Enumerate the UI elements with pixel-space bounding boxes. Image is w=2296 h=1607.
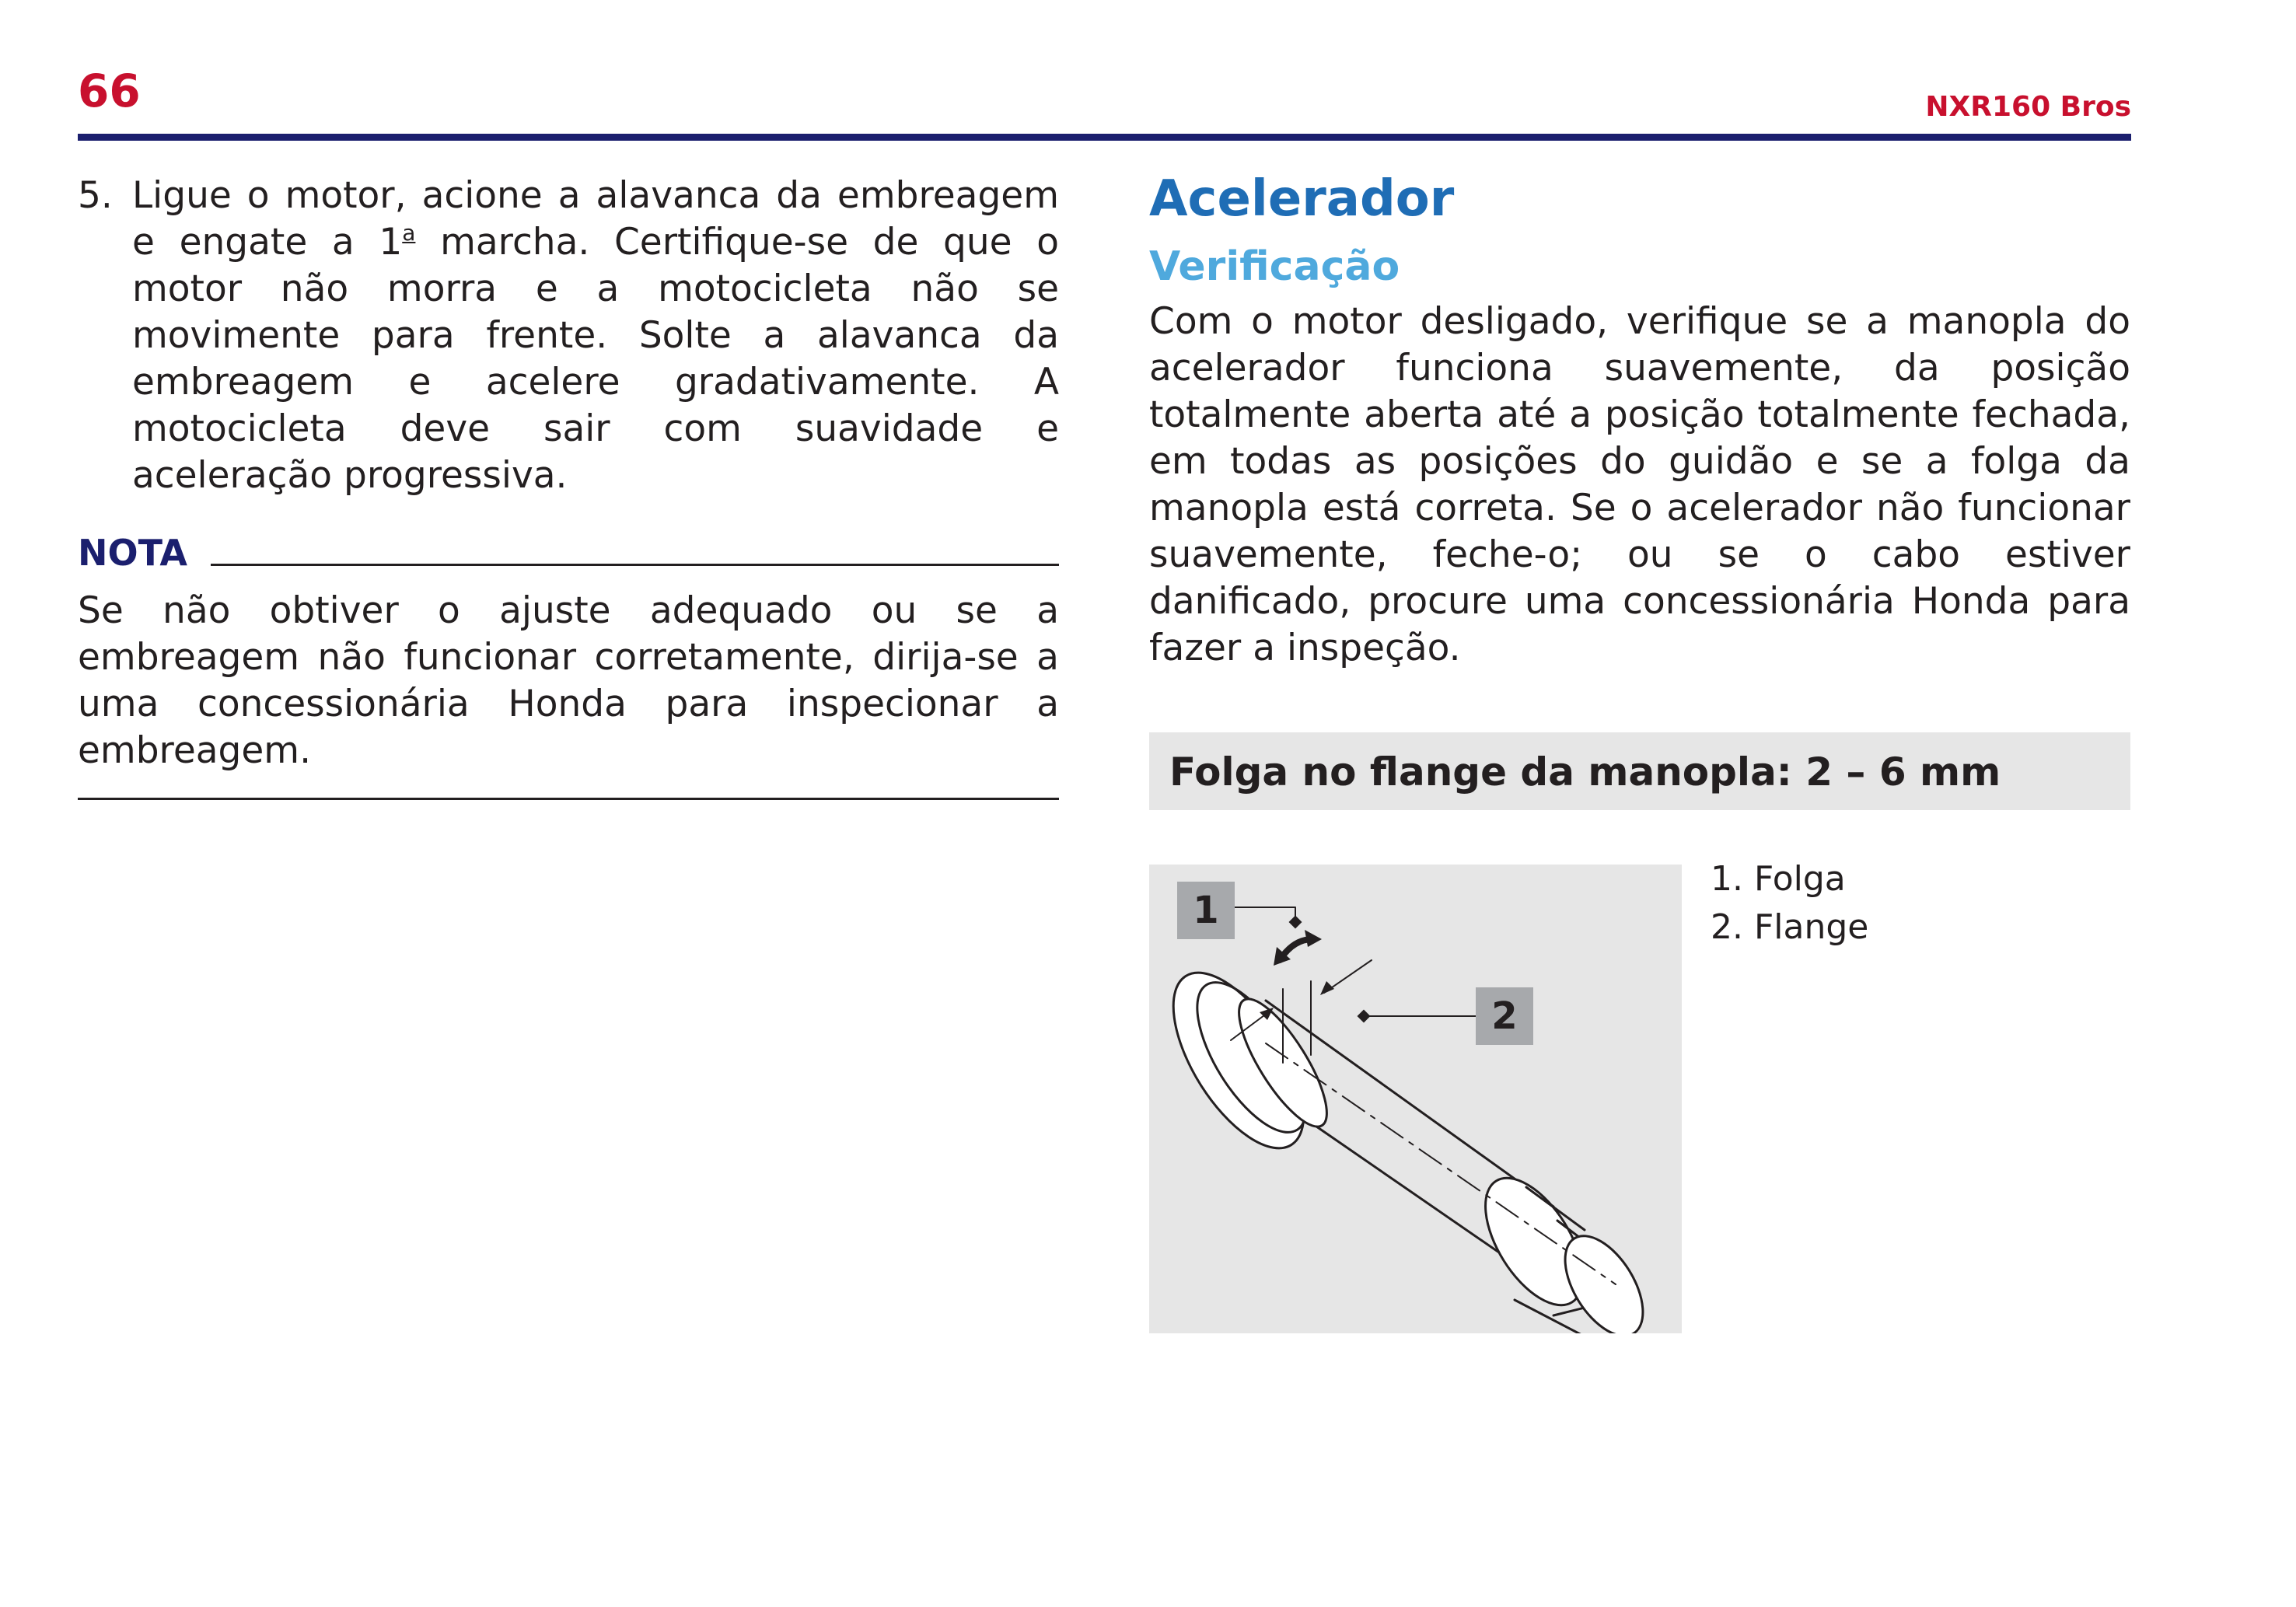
step-text-part-2: marcha. Certifique-se de que o motor não morra e a motocicleta não se movimente para frente. Solte a alavanca da embreagem e acelere gradativamente. A motocicleta deve sair com suavidade e aceleração progressiva.	[132, 221, 1059, 497]
step-number: 5.	[78, 174, 113, 217]
step-item	[78, 173, 1059, 499]
body-text: Com o motor desligado, verifique se a manopla do acelerador funciona suavemente, da posição totalmente aberta até a posição totalmente fechada, em todas as posições do guidão e se a folga da manopla está correta. Se o acelerador não funcionar suavemente, feche-o; ou se o cabo estiver danificado, procure uma concessionária Honda para fazer a inspeção.	[1149, 300, 2130, 669]
subsection-title: Verificação	[1149, 243, 1400, 290]
nota-label: NOTA	[78, 532, 188, 574]
figure-legend	[1711, 855, 1868, 952]
section-title: Acelerador	[1149, 170, 1455, 228]
spec-box	[1149, 732, 2130, 810]
nota-text: Se não obtiver o ajuste adequado ou se a embreagem não funcionar corretamente, dirija-se a uma concessionária Honda para inspecionar a embreagem.	[78, 589, 1059, 772]
legend-item-flange: 2. Flange	[1711, 907, 1869, 947]
step-text-part-1: Ligue o motor, acione a alavanca da embreagem e engate a 1	[132, 174, 1059, 264]
legend-item-folga: 1. Folga	[1711, 859, 1846, 899]
callout-2: 2	[1476, 987, 1533, 1045]
nota-rule	[211, 564, 1059, 566]
nota-header	[78, 532, 1059, 574]
nota-bottom-rule	[78, 798, 1059, 800]
ordinal-indicator: a	[402, 220, 416, 246]
right-column	[1149, 169, 2130, 672]
page-number: 66	[78, 65, 141, 117]
throttle-grip-figure	[1149, 865, 1682, 1333]
callout-1: 1	[1177, 882, 1235, 939]
left-column	[78, 173, 1059, 800]
model-name: NXR160 Bros	[1925, 91, 2131, 123]
step-text	[132, 173, 1059, 499]
header-rule	[78, 134, 2131, 141]
spec-text: Folga no flange da manopla: 2 – 6 mm	[1169, 749, 2001, 795]
